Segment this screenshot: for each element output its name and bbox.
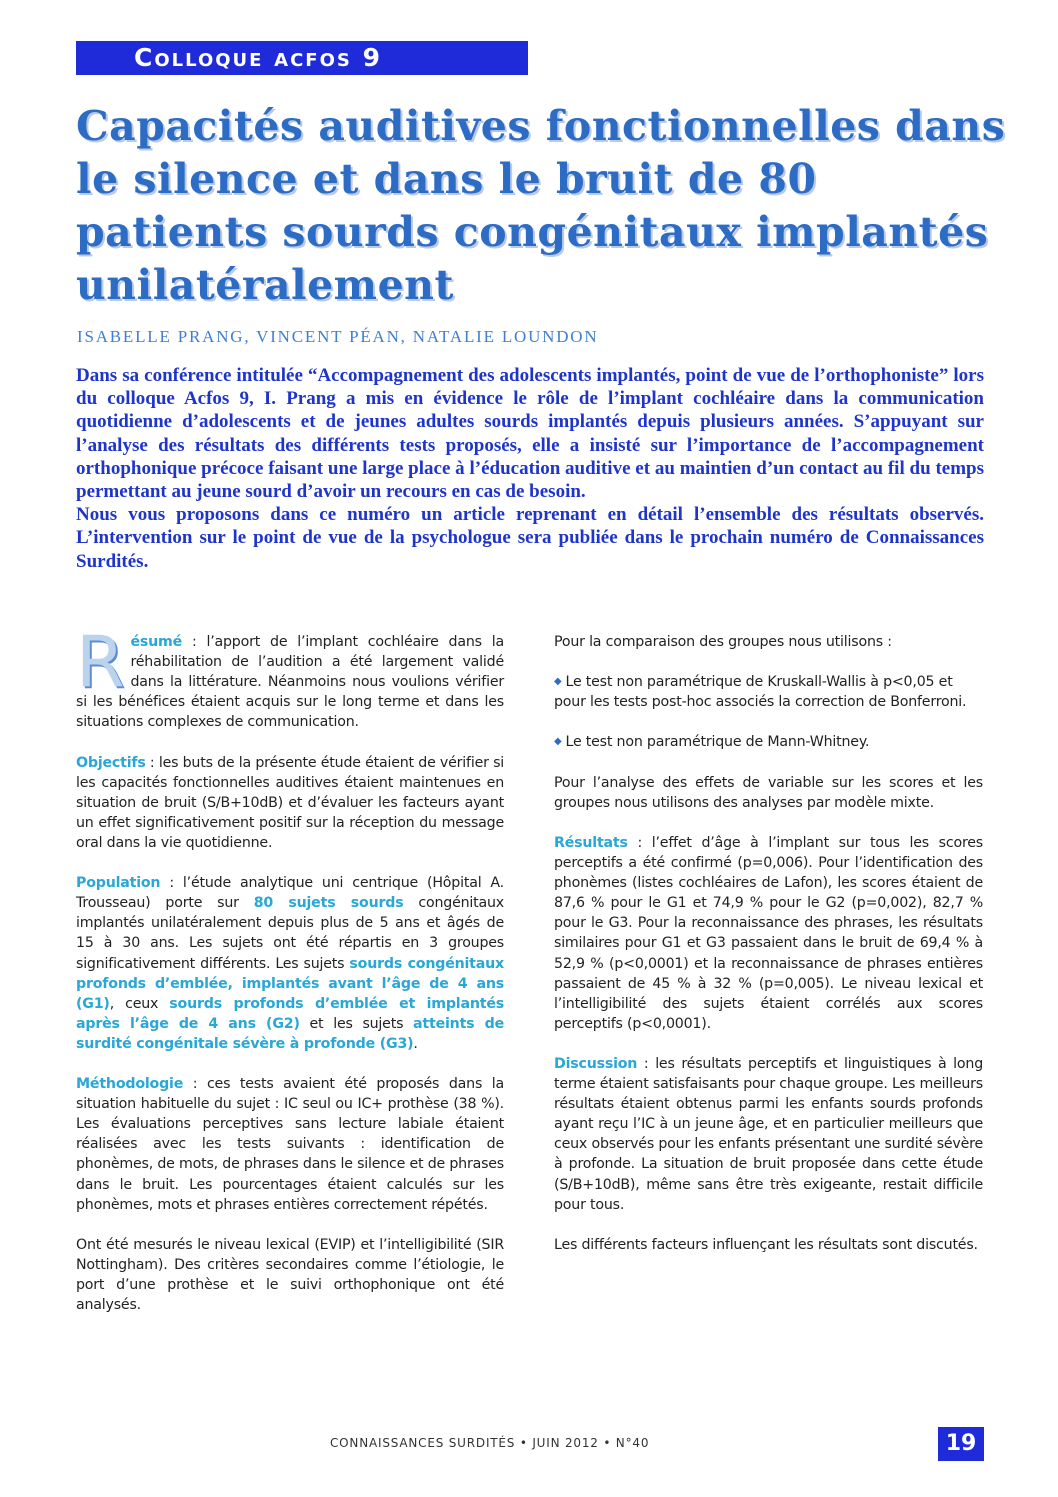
population-text: . (413, 1035, 418, 1052)
population-paragraph (76, 873, 504, 1054)
population-highlight: sourds profonds d’emblée et implantés après l’âge de 4 ans (G2) (76, 995, 504, 1032)
population-text: congénitaux implantés unilatéralement depuis plus de 5 ans et âgés de 15 à 30 ans. Les sujets ont été répartis en 3 groupes significativement différents. Les sujets (76, 895, 504, 972)
left-column (76, 621, 504, 1335)
population-label: Population (76, 875, 161, 892)
article-intro (76, 364, 984, 573)
population-highlight: sourds congénitaux profonds d’emblée, implantés avant l’âge de 4 ans (G1) (76, 955, 504, 1012)
resume-label: ésumé (130, 634, 183, 650)
article-authors: ISABELLE PRANG, VINCENT PÉAN, NATALIE LOUNDON (77, 327, 599, 346)
objectifs-paragraph (76, 753, 504, 853)
population-text: et les sujets (299, 1015, 414, 1032)
intro-paragraph: Nous vous proposons dans ce numéro un article reprenant en détail l’ensemble des résultats observés. L’intervention sur le point de vue de la psychologue sera publiée dans le prochain numéro de Connaissances Surdités. (76, 504, 984, 572)
diamond-bullet-icon: ◆ (554, 676, 562, 688)
population-text: , ceux (109, 995, 170, 1012)
section-banner (76, 41, 528, 75)
mesures-paragraph: Ont été mesurés le niveau lexical (EVIP) et l’intelligibilité (SIR Nottingham). Des critères secondaires comme l’étiologie, le port d’une prothèse et le suivi orthophonique ont été analysés. (76, 1236, 504, 1314)
resultats-label: Résultats (554, 834, 628, 851)
article-title: Capacités auditives fonctionnelles dans le silence et dans le bruit de 80 patients sourds congénitaux implantés unilatéralement (76, 102, 1006, 309)
methodologie-text: : ces tests avaient été proposés dans la situation habituelle du sujet : IC seul ou IC+ prothèse (38 %). Les évaluations perceptives sans lecture labiale étaient réalisées avec les tests suivants : identification de phonèmes, de mots, de phrases dans le silence et de phrases dans le bruit. Les pourcentages étaient calculés sur les phonèmes, mots et phrases entières correctement répétés. (76, 1076, 504, 1213)
dropcap: R (76, 621, 125, 703)
resume-text: : l’apport de l’implant cochléaire dans la réhabilitation de l’audition a été largement validé dans la littérature. Néanmoins nous voulions vérifier si les bénéfices étaient acquis sur le long terme et dans les situations complexes de communication. (76, 634, 504, 731)
population-text: : l’étude analytique uni centrique (Hôpital A. Trousseau) porte sur (76, 875, 504, 912)
footer-publication: CONNAISSANCES SURDITÉS • JUIN 2012 • N°40 (330, 1436, 650, 1450)
population-highlight: atteints de surdité congénitale sévère à profonde (G3) (76, 1015, 504, 1052)
comparaison-paragraph: Pour la comparaison des groupes nous utilisons : (554, 634, 892, 650)
resultats-text: : l’effet d’âge à l’implant sur tous les scores perceptifs a été confirmé (p=0,006). Pour l’identification des phonèmes (listes cochléaires de Lafon), les scores étaient de 87,6 % pour le G1 et 74,9 % pour le G2 (p=0,002), 82,7 % pour le G3. Pour la reconnaissance des phrases, les résultats similaires pour G1 et G3 passaient dans le bruit de 69,4 % à 52,9 % (p<0,0001) et la reconnaissance de phrases entières passaient de 45 % à 32 % (p=0,005). Le niveau lexical et l’intelligibilité des sujets étaient corrélés aux scores perceptifs (p<0,0001). (554, 834, 983, 1032)
resume-paragraph (76, 621, 504, 732)
discussion-text: : les résultats perceptifs et linguistiques à long terme étaient satisfaisants pour chaque groupe. Les meilleurs résultats étaient obtenus parmi les enfants sourds profonds ayant reçu l’IC à un jeune âge, et en particulier meilleurs que ceux observés pour les enfants présentant une surdité sévère à profonde. La situation de bruit proposée dans cette étude (S/B+10dB), même sans être très exigeante, restait difficile pour tous. (554, 1055, 983, 1213)
population-highlight: 80 sujets sourds (253, 895, 404, 912)
discussion-label: Discussion (554, 1055, 638, 1072)
objectifs-label: Objectifs (76, 754, 146, 771)
page-number: 19 (938, 1427, 984, 1461)
conclusion-paragraph: Les différents facteurs influençant les résultats sont discutés. (554, 1236, 978, 1253)
discussion-paragraph (554, 1054, 983, 1215)
diamond-bullet-icon: ◆ (554, 736, 562, 748)
analyse-paragraph: Pour l’analyse des effets de variable sur les scores et les groupes nous utilisons des analyses par modèle mixte. (554, 774, 983, 811)
objectifs-text: : les buts de la présente étude étaient de vérifier si les capacités fonctionnelles auditives étaient maintenues en situation de bruit (S/B+10dB) et d’évaluer les facteurs ayant un effet significativement positif sur la réception du message oral dans la vie quotidienne. (76, 754, 504, 851)
methodologie-label: Méthodologie (76, 1076, 184, 1093)
resultats-paragraph (554, 833, 983, 1034)
bullet-item (554, 672, 983, 712)
bullet-text: Le test non paramétrique de Kruskall-Wallis à p<0,05 et pour les tests post-hoc associés la correction de Bonferroni. (554, 674, 967, 711)
bullet-item (554, 732, 983, 752)
section-banner-label: Colloque acfos 9 (134, 43, 382, 72)
right-column (554, 632, 983, 1275)
intro-paragraph: Dans sa conférence intitulée “Accompagnement des adolescents implantés, point de vue de l’orthophoniste” lors du colloque Acfos 9, I. Prang a mis en évidence le rôle de l’implant cochléaire dans la communication quotidienne d’adolescents et de jeunes adultes sourds implantés depuis plusieurs années. S’appuyant sur l’analyse des résultats des différents tests proposés, elle a insisté sur l’importance de l’accompagnement orthophonique précoce faisant une large place à l’éducation auditive et au maintien d’un contact au fil du temps permettant au jeune sourd d’avoir un recours en cas de besoin. (76, 365, 984, 503)
methodologie-paragraph (76, 1074, 504, 1215)
bullet-text: Le test non paramétrique de Mann-Whitney. (565, 734, 870, 751)
